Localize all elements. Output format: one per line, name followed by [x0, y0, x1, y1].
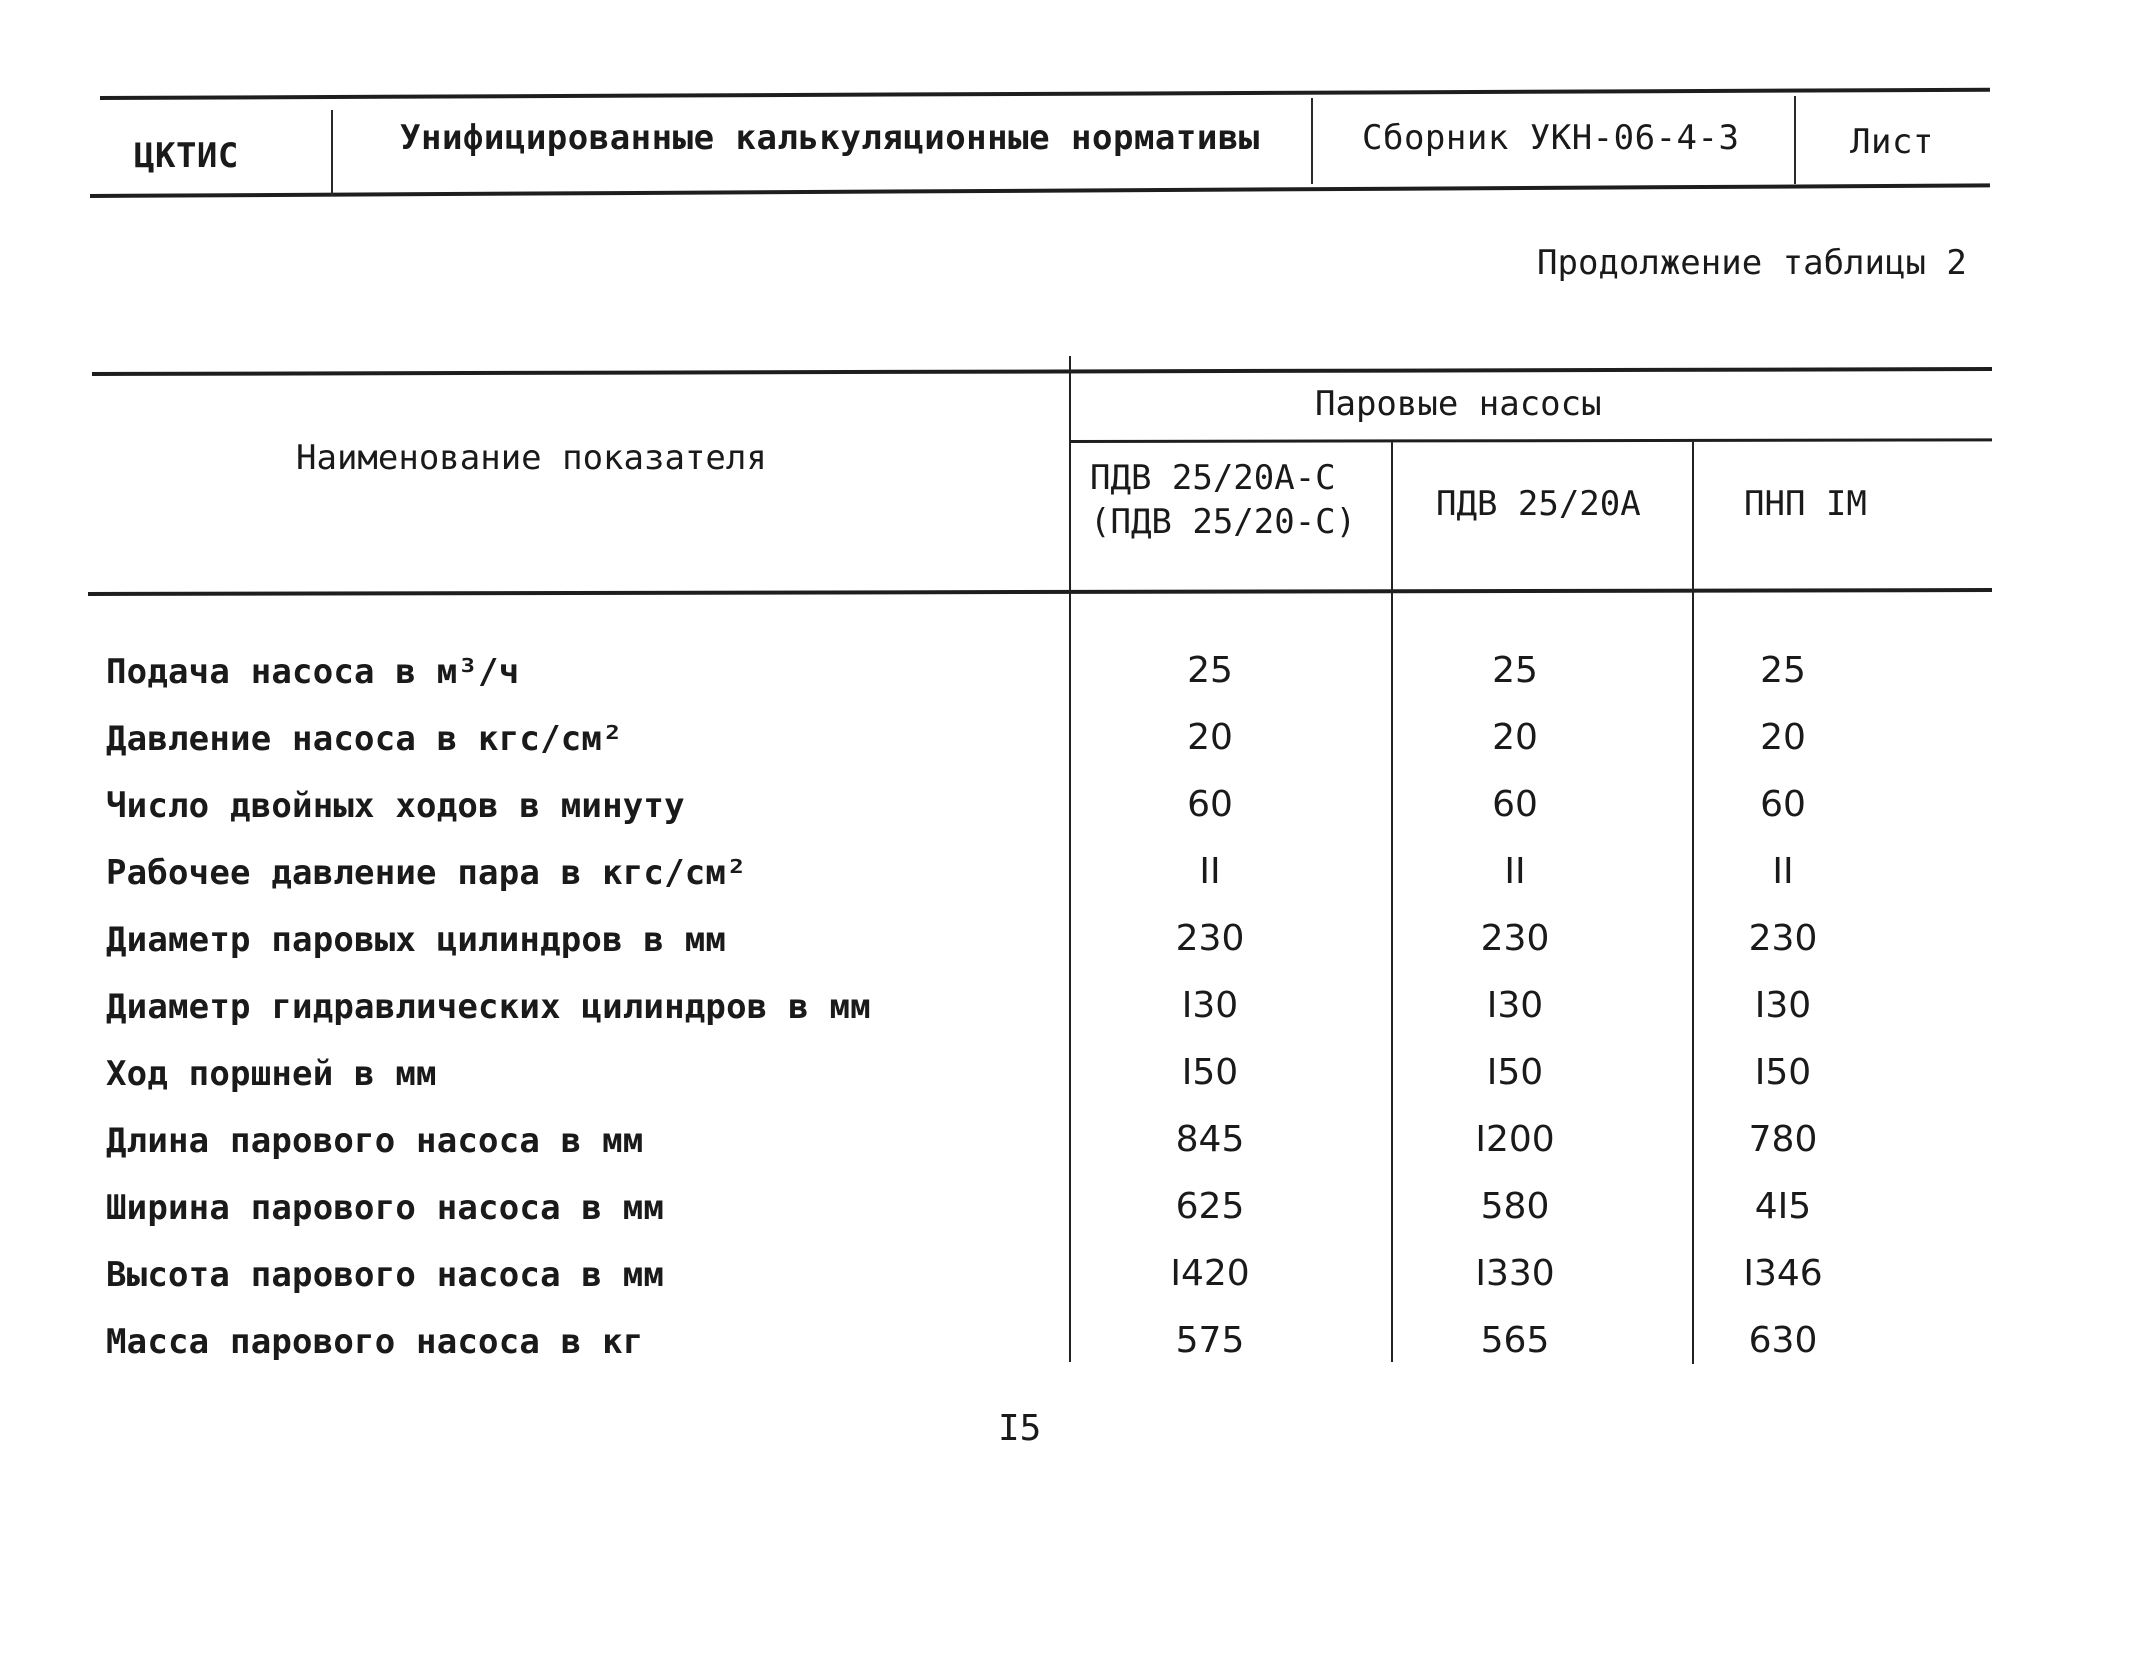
header-sheet: Лист — [1850, 122, 1934, 162]
column-header-pnp-1m: ПНП IМ — [1744, 484, 1867, 524]
row-label: Число двойных ходов в минуту — [106, 786, 685, 826]
header-divider — [331, 110, 333, 196]
table-cell: 60 — [1187, 784, 1233, 825]
table-cell: 630 — [1748, 1320, 1818, 1361]
table-header-bottom-rule — [88, 588, 1992, 596]
column-divider — [1391, 442, 1393, 1362]
column-divider — [1692, 442, 1694, 1364]
table-cell: 20 — [1760, 717, 1806, 758]
table-cell: 575 — [1175, 1320, 1245, 1361]
row-label: Высота парового насоса в мм — [106, 1255, 665, 1295]
column-header-pdv-25-20a: ПДВ 25/20А — [1436, 484, 1641, 524]
row-label: Подача насоса в м³/ч — [106, 652, 520, 692]
column-divider — [1069, 356, 1071, 1362]
indicator-name-header: Наименование показателя — [296, 438, 767, 478]
row-label: Давление насоса в кгс/см² — [106, 719, 623, 759]
table-cell: 60 — [1492, 784, 1538, 825]
header-divider — [1311, 98, 1313, 184]
column-header-pdv-25-20a-c — [1090, 456, 1356, 544]
table-cell: I30 — [1486, 985, 1544, 1026]
table-cell: I50 — [1754, 1052, 1812, 1093]
header-bottom-rule — [90, 183, 1990, 198]
row-label: Масса парового насоса в кг — [106, 1322, 644, 1362]
table-cell: I30 — [1754, 985, 1812, 1026]
table-cell: I420 — [1170, 1253, 1250, 1294]
column-header-line1: ПДВ 25/20А-С — [1090, 458, 1336, 498]
table-cell: 25 — [1187, 650, 1233, 691]
header-top-rule — [100, 88, 1990, 100]
table-cell: II — [1504, 851, 1526, 892]
row-label: Ход поршней в мм — [106, 1054, 437, 1094]
table-cell: I50 — [1486, 1052, 1544, 1093]
table-cell: I346 — [1743, 1253, 1823, 1294]
table-cell: 230 — [1175, 918, 1245, 959]
column-header-line2: (ПДВ 25/20-С) — [1090, 502, 1357, 542]
table-cell: 20 — [1187, 717, 1233, 758]
page-number: I5 — [998, 1408, 1042, 1449]
row-label: Длина парового насоса в мм — [106, 1121, 644, 1161]
group-header-rule — [1070, 438, 1992, 443]
table-cell: 20 — [1492, 717, 1538, 758]
table-cell: I200 — [1475, 1119, 1555, 1160]
row-label: Ширина парового насоса в мм — [106, 1188, 665, 1228]
row-label: Диаметр паровых цилиндров в мм — [106, 920, 727, 960]
table-cell: 230 — [1748, 918, 1818, 959]
table-cell: 780 — [1748, 1119, 1818, 1160]
table-cell: I50 — [1181, 1052, 1239, 1093]
table-cell: 565 — [1480, 1320, 1550, 1361]
header-title: Унифицированные калькуляционные нормативы — [400, 118, 1260, 158]
header-divider — [1794, 96, 1796, 184]
table-cell: 4I5 — [1754, 1186, 1812, 1227]
table-cell: I30 — [1181, 985, 1239, 1026]
table-continuation-note: Продолжение таблицы 2 — [1537, 243, 1967, 283]
row-label: Диаметр гидравлических цилиндров в мм — [106, 987, 871, 1027]
table-cell: 580 — [1480, 1186, 1550, 1227]
table-cell: 25 — [1492, 650, 1538, 691]
table-cell: I330 — [1475, 1253, 1555, 1294]
row-label: Рабочее давление пара в кгс/см² — [106, 853, 747, 893]
table-cell: II — [1199, 851, 1221, 892]
steam-pumps-group-header: Паровые насосы — [1315, 384, 1602, 424]
table-top-rule — [92, 367, 1992, 376]
table-cell: 845 — [1175, 1119, 1245, 1160]
table-cell: 625 — [1175, 1186, 1245, 1227]
header-collection: Сборник УКН-06-4-3 — [1362, 118, 1740, 158]
table-cell: 25 — [1760, 650, 1806, 691]
table-cell: 230 — [1480, 918, 1550, 959]
table-cell: 60 — [1760, 784, 1806, 825]
header-org: ЦКТИС — [134, 136, 239, 176]
table-cell: II — [1772, 851, 1794, 892]
